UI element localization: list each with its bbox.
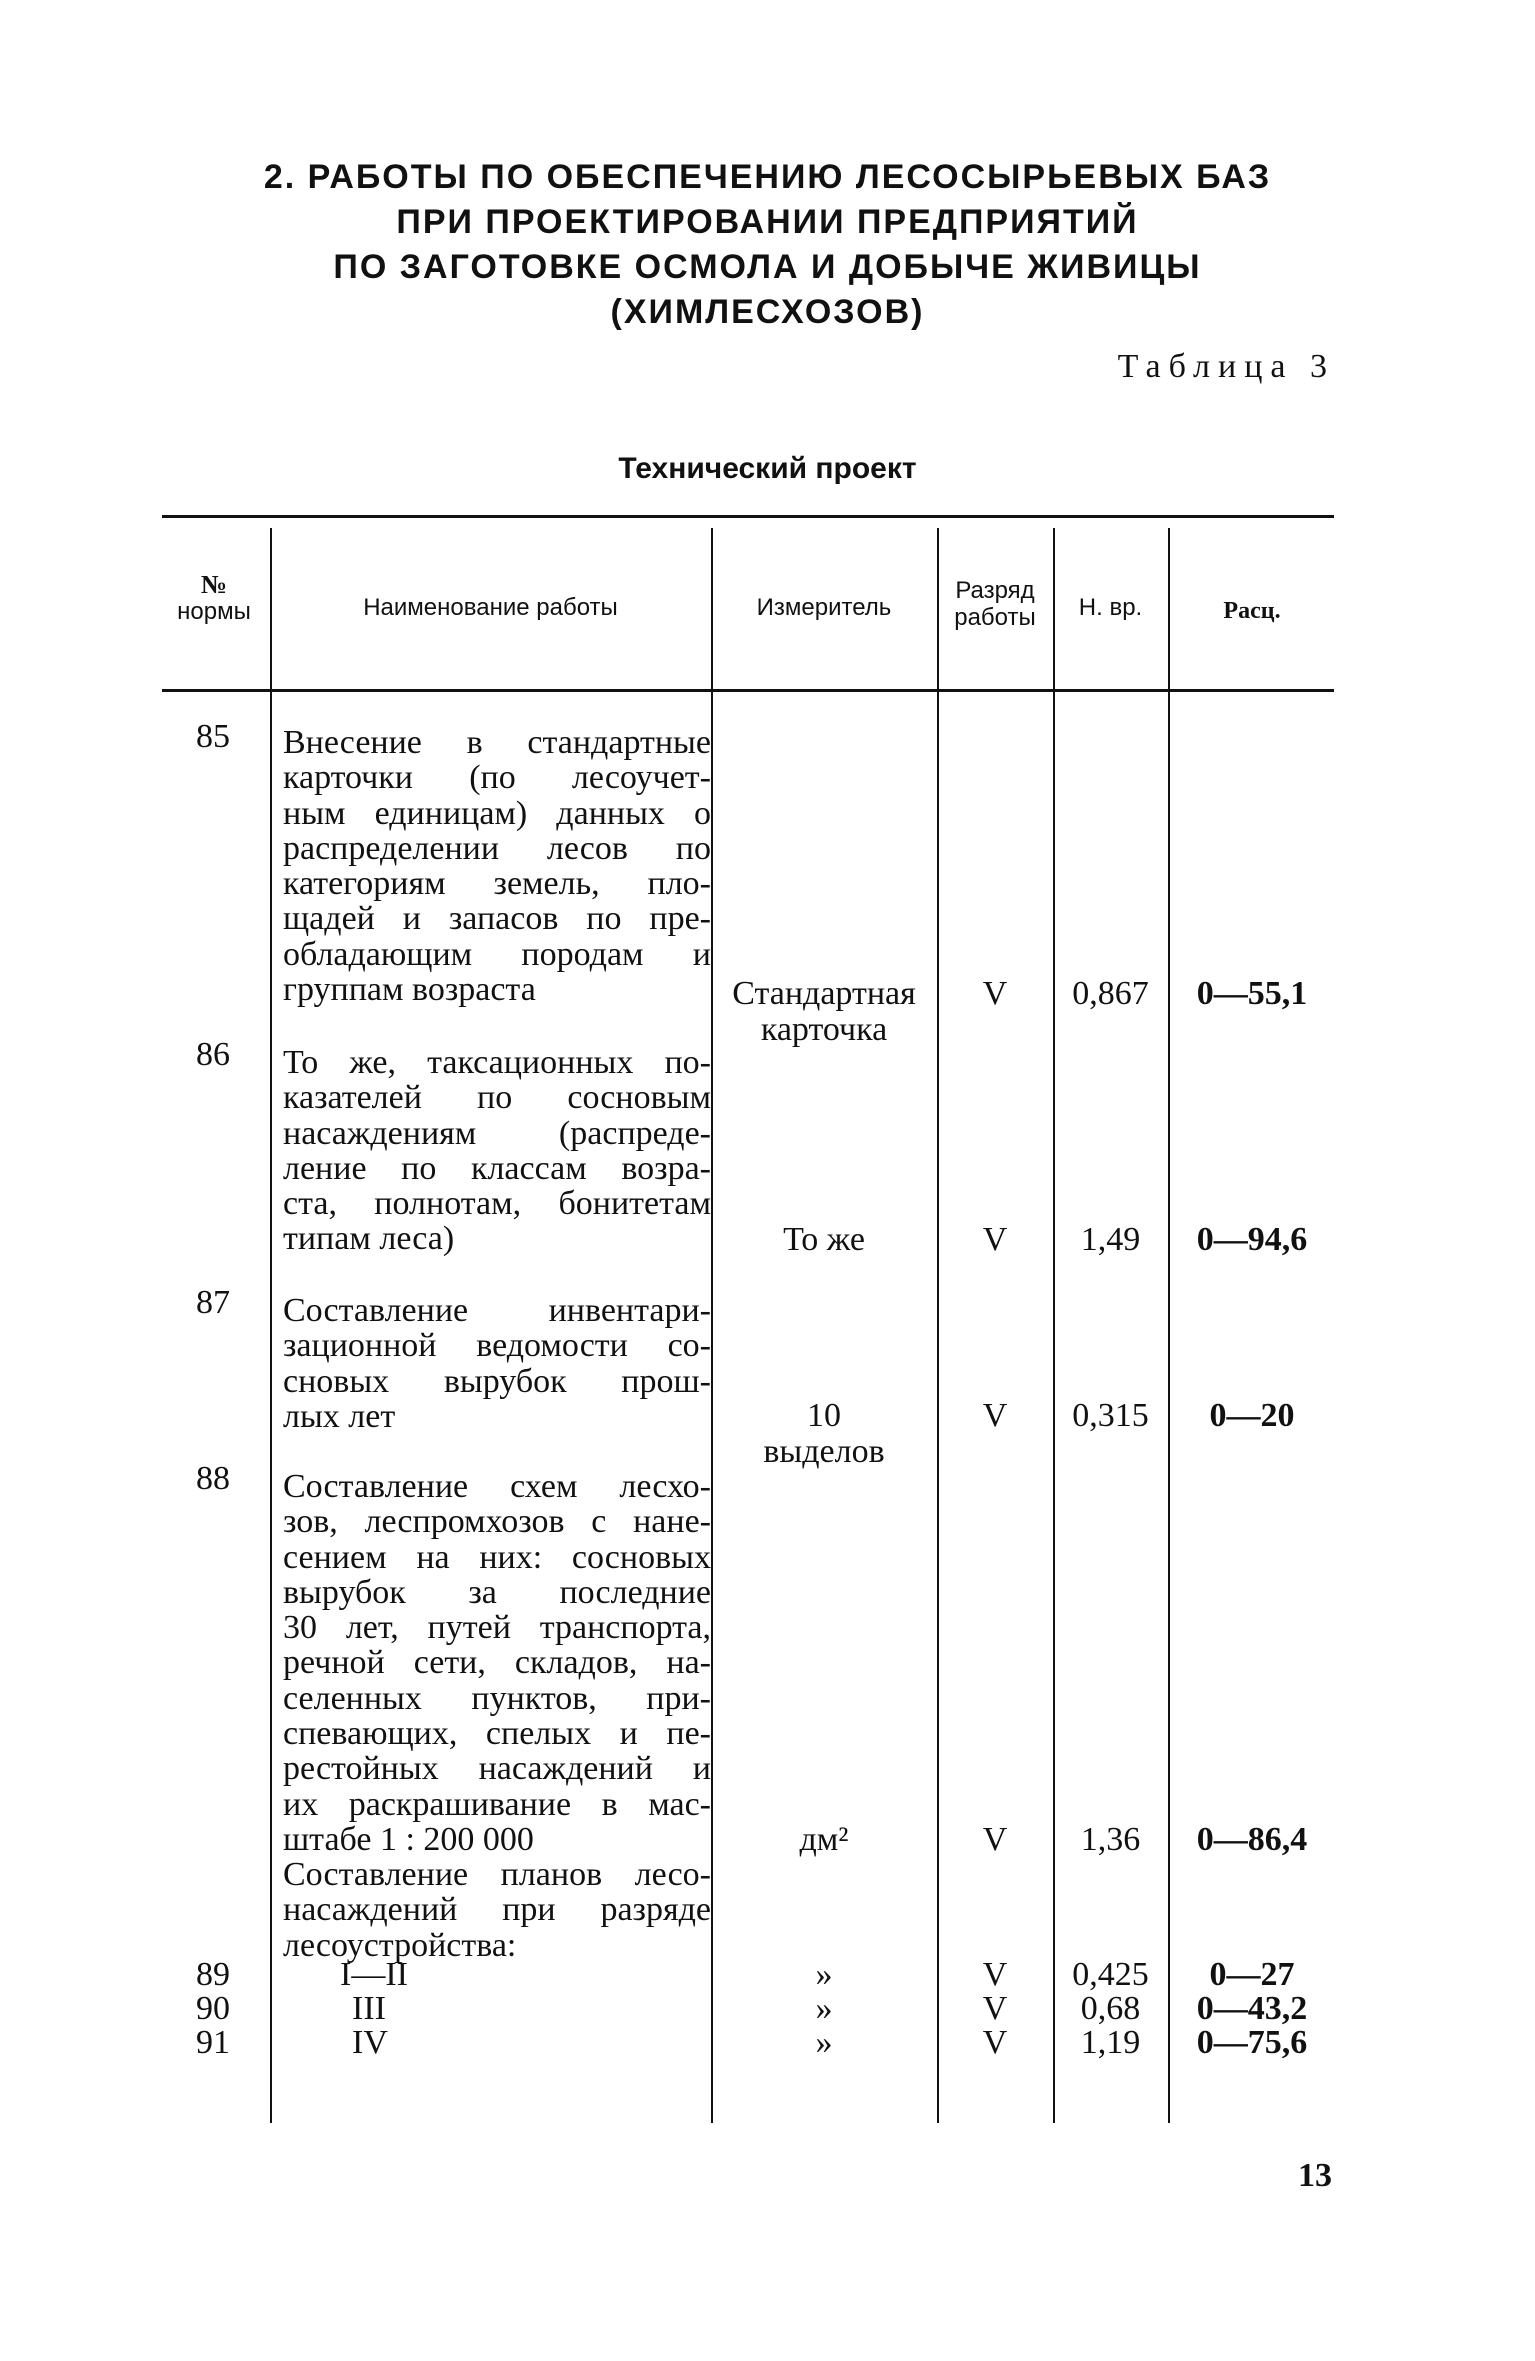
row-86-number: 86: [196, 1036, 230, 1073]
row-86-name-line: казателей по сосновым: [283, 1079, 711, 1117]
row-85-unit-line: Стандартная: [732, 975, 916, 1012]
row-85-grade: V: [982, 975, 1008, 1012]
row-87-name-line: зационной ведомости со-: [283, 1327, 711, 1365]
row-90-rate: 0—43,2: [1196, 1990, 1308, 2027]
heading-line-4: (ХИМЛЕСХОЗОВ): [610, 293, 925, 331]
row-85-name-line: обладающим породам и: [283, 935, 711, 973]
row-88-name-line: 30 лет, путей транспорта,: [283, 1609, 711, 1647]
row-90-grade: V: [982, 1990, 1008, 2027]
row-90-unit: »: [815, 1990, 833, 2027]
row-88-name-line: сением на них: сосновых: [283, 1538, 711, 1576]
row-91-unit: »: [815, 2024, 833, 2061]
row-86-rate: 0—94,6: [1196, 1221, 1308, 1258]
row-88-name-line: вырубок за последние: [283, 1573, 711, 1611]
row-85-name-line: щадей и запасов по пре-: [283, 900, 711, 938]
row-89-number: 89: [196, 1956, 230, 1993]
heading-line-1: 2. РАБОТЫ ПО ОБЕСПЕЧЕНИЮ ЛЕСОСЫРЬЕВЫХ БАЗ: [263, 158, 1272, 196]
row-86-name-line: типам леса): [283, 1220, 455, 1258]
heading-line-3: ПО ЗАГОТОВКЕ ОСМОЛА И ДОБЫЧЕ ЖИВИЦЫ: [333, 248, 1202, 286]
table-top-rule: [162, 515, 1334, 518]
row-88-grade: V: [982, 1821, 1008, 1858]
header-grade: [939, 577, 1051, 631]
row-88-name: [283, 1469, 711, 1857]
header-num-label: нормы: [177, 598, 251, 625]
row-85-name-line: категориям земель, пло-: [283, 865, 711, 903]
row-89-unit: »: [815, 1956, 833, 1993]
row-85-number: 85: [196, 718, 230, 755]
row-88-name-line: спевающих, спелых и пе-: [283, 1715, 711, 1753]
row-85-name-line: группам возраста: [283, 971, 536, 1009]
row-90-number: 90: [196, 1990, 230, 2027]
row-91-grade: V: [982, 2024, 1008, 2061]
header-grade-line-1: Разряд: [955, 577, 1035, 604]
row-90-name: III: [352, 1990, 386, 2027]
row-86-name-line: То же, таксационных по-: [283, 1044, 711, 1081]
row-87-name-line: Составление инвентари-: [283, 1292, 711, 1329]
group-heading-line: Составление планов лесо-: [283, 1856, 711, 1893]
row-88-name-line: зов, леспромхозов с нане-: [283, 1503, 711, 1541]
group-plans-heading: [283, 1857, 711, 1963]
row-88-time: 1,36: [1080, 1821, 1141, 1858]
row-87-number: 87: [196, 1284, 230, 1321]
row-89-rate: 0—27: [1209, 1956, 1295, 1993]
table-label: Таблица 3: [1117, 348, 1335, 385]
row-87-unit: [713, 1398, 935, 1470]
column-divider-3: [937, 528, 939, 2123]
heading-line-2: ПРИ ПРОЕКТИРОВАНИИ ПРЕДПРИЯТИЙ: [396, 203, 1139, 241]
header-time: Н. вр.: [1078, 594, 1143, 621]
row-88-number: 88: [196, 1460, 230, 1497]
row-91-time: 1,19: [1080, 2024, 1141, 2061]
row-91-number: 91: [196, 2024, 230, 2061]
header-num: [160, 571, 268, 625]
header-unit: Измеритель: [756, 594, 892, 621]
row-89-time: 0,425: [1072, 1956, 1149, 1993]
row-87-time: 0,315: [1072, 1397, 1149, 1434]
row-87-name: [283, 1293, 711, 1434]
row-86-unit: То же: [783, 1221, 865, 1258]
row-90-time: 0,68: [1080, 1990, 1141, 2027]
row-85-name-line: Внесение в стандартные: [283, 724, 711, 761]
header-grade-line-2: работы: [954, 604, 1036, 631]
row-87-unit-line: выделов: [763, 1433, 885, 1470]
header-rate: Расц.: [1223, 598, 1281, 624]
row-87-rate: 0—20: [1209, 1397, 1295, 1434]
row-85-name-line: ным единицам) данных о: [283, 794, 711, 832]
row-88-name-line: их раскрашивание в мас-: [283, 1785, 711, 1823]
row-89-grade: V: [982, 1956, 1008, 1993]
row-88-rate: 0—86,4: [1196, 1821, 1308, 1858]
column-divider-1: [270, 528, 272, 2123]
row-85-unit: [713, 976, 935, 1048]
row-88-unit: дм²: [799, 1821, 849, 1858]
row-87-name-line: лых лет: [283, 1397, 396, 1435]
row-87-grade: V: [982, 1397, 1008, 1434]
row-86-name-line: ста, полнотам, бонитетам: [283, 1185, 711, 1223]
column-divider-4: [1053, 528, 1055, 2123]
row-85-name-line: распределении лесов по: [283, 829, 711, 867]
header-num-symbol: №: [200, 570, 228, 599]
row-86-name-line: насаждениям (распреде-: [283, 1114, 711, 1152]
row-85-unit-line: карточка: [760, 1011, 888, 1048]
row-85-rate: 0—55,1: [1196, 975, 1308, 1012]
row-86-name-line: ление по классам возра-: [283, 1149, 711, 1187]
row-88-name-line: речной сети, складов, на-: [283, 1644, 711, 1682]
header-bottom-rule: [162, 689, 1334, 692]
column-divider-5: [1168, 528, 1170, 2123]
row-91-rate: 0—75,6: [1196, 2024, 1308, 2061]
row-87-unit-line: 10: [807, 1397, 841, 1434]
group-heading-line: лесоустройства:: [283, 1926, 517, 1964]
page-number: 13: [1298, 2157, 1332, 2194]
row-85-name: [283, 725, 711, 1007]
row-86-name: [283, 1045, 711, 1257]
row-89-name: I—II: [340, 1956, 408, 1993]
section-heading: [0, 155, 1535, 335]
row-88-name-line: штабе 1 : 200 000: [283, 1820, 534, 1858]
group-heading-line: насаждений при разряде: [283, 1891, 711, 1929]
row-86-grade: V: [982, 1221, 1008, 1258]
row-88-name-line: Составление схем лесхо-: [283, 1468, 711, 1505]
row-86-time: 1,49: [1080, 1221, 1141, 1258]
header-name: Наименование работы: [363, 594, 618, 621]
row-88-name-line: рестойных насаждений и: [283, 1750, 711, 1788]
row-87-name-line: сновых вырубок прош-: [283, 1362, 711, 1400]
row-88-name-line: селенных пунктов, при-: [283, 1679, 711, 1717]
row-85-time: 0,867: [1072, 975, 1149, 1012]
row-91-name: IV: [352, 2024, 388, 2061]
row-85-name-line: карточки (по лесоучет-: [283, 759, 711, 797]
column-divider-2: [711, 528, 713, 2123]
table-subtitle: Технический проект: [618, 452, 917, 485]
